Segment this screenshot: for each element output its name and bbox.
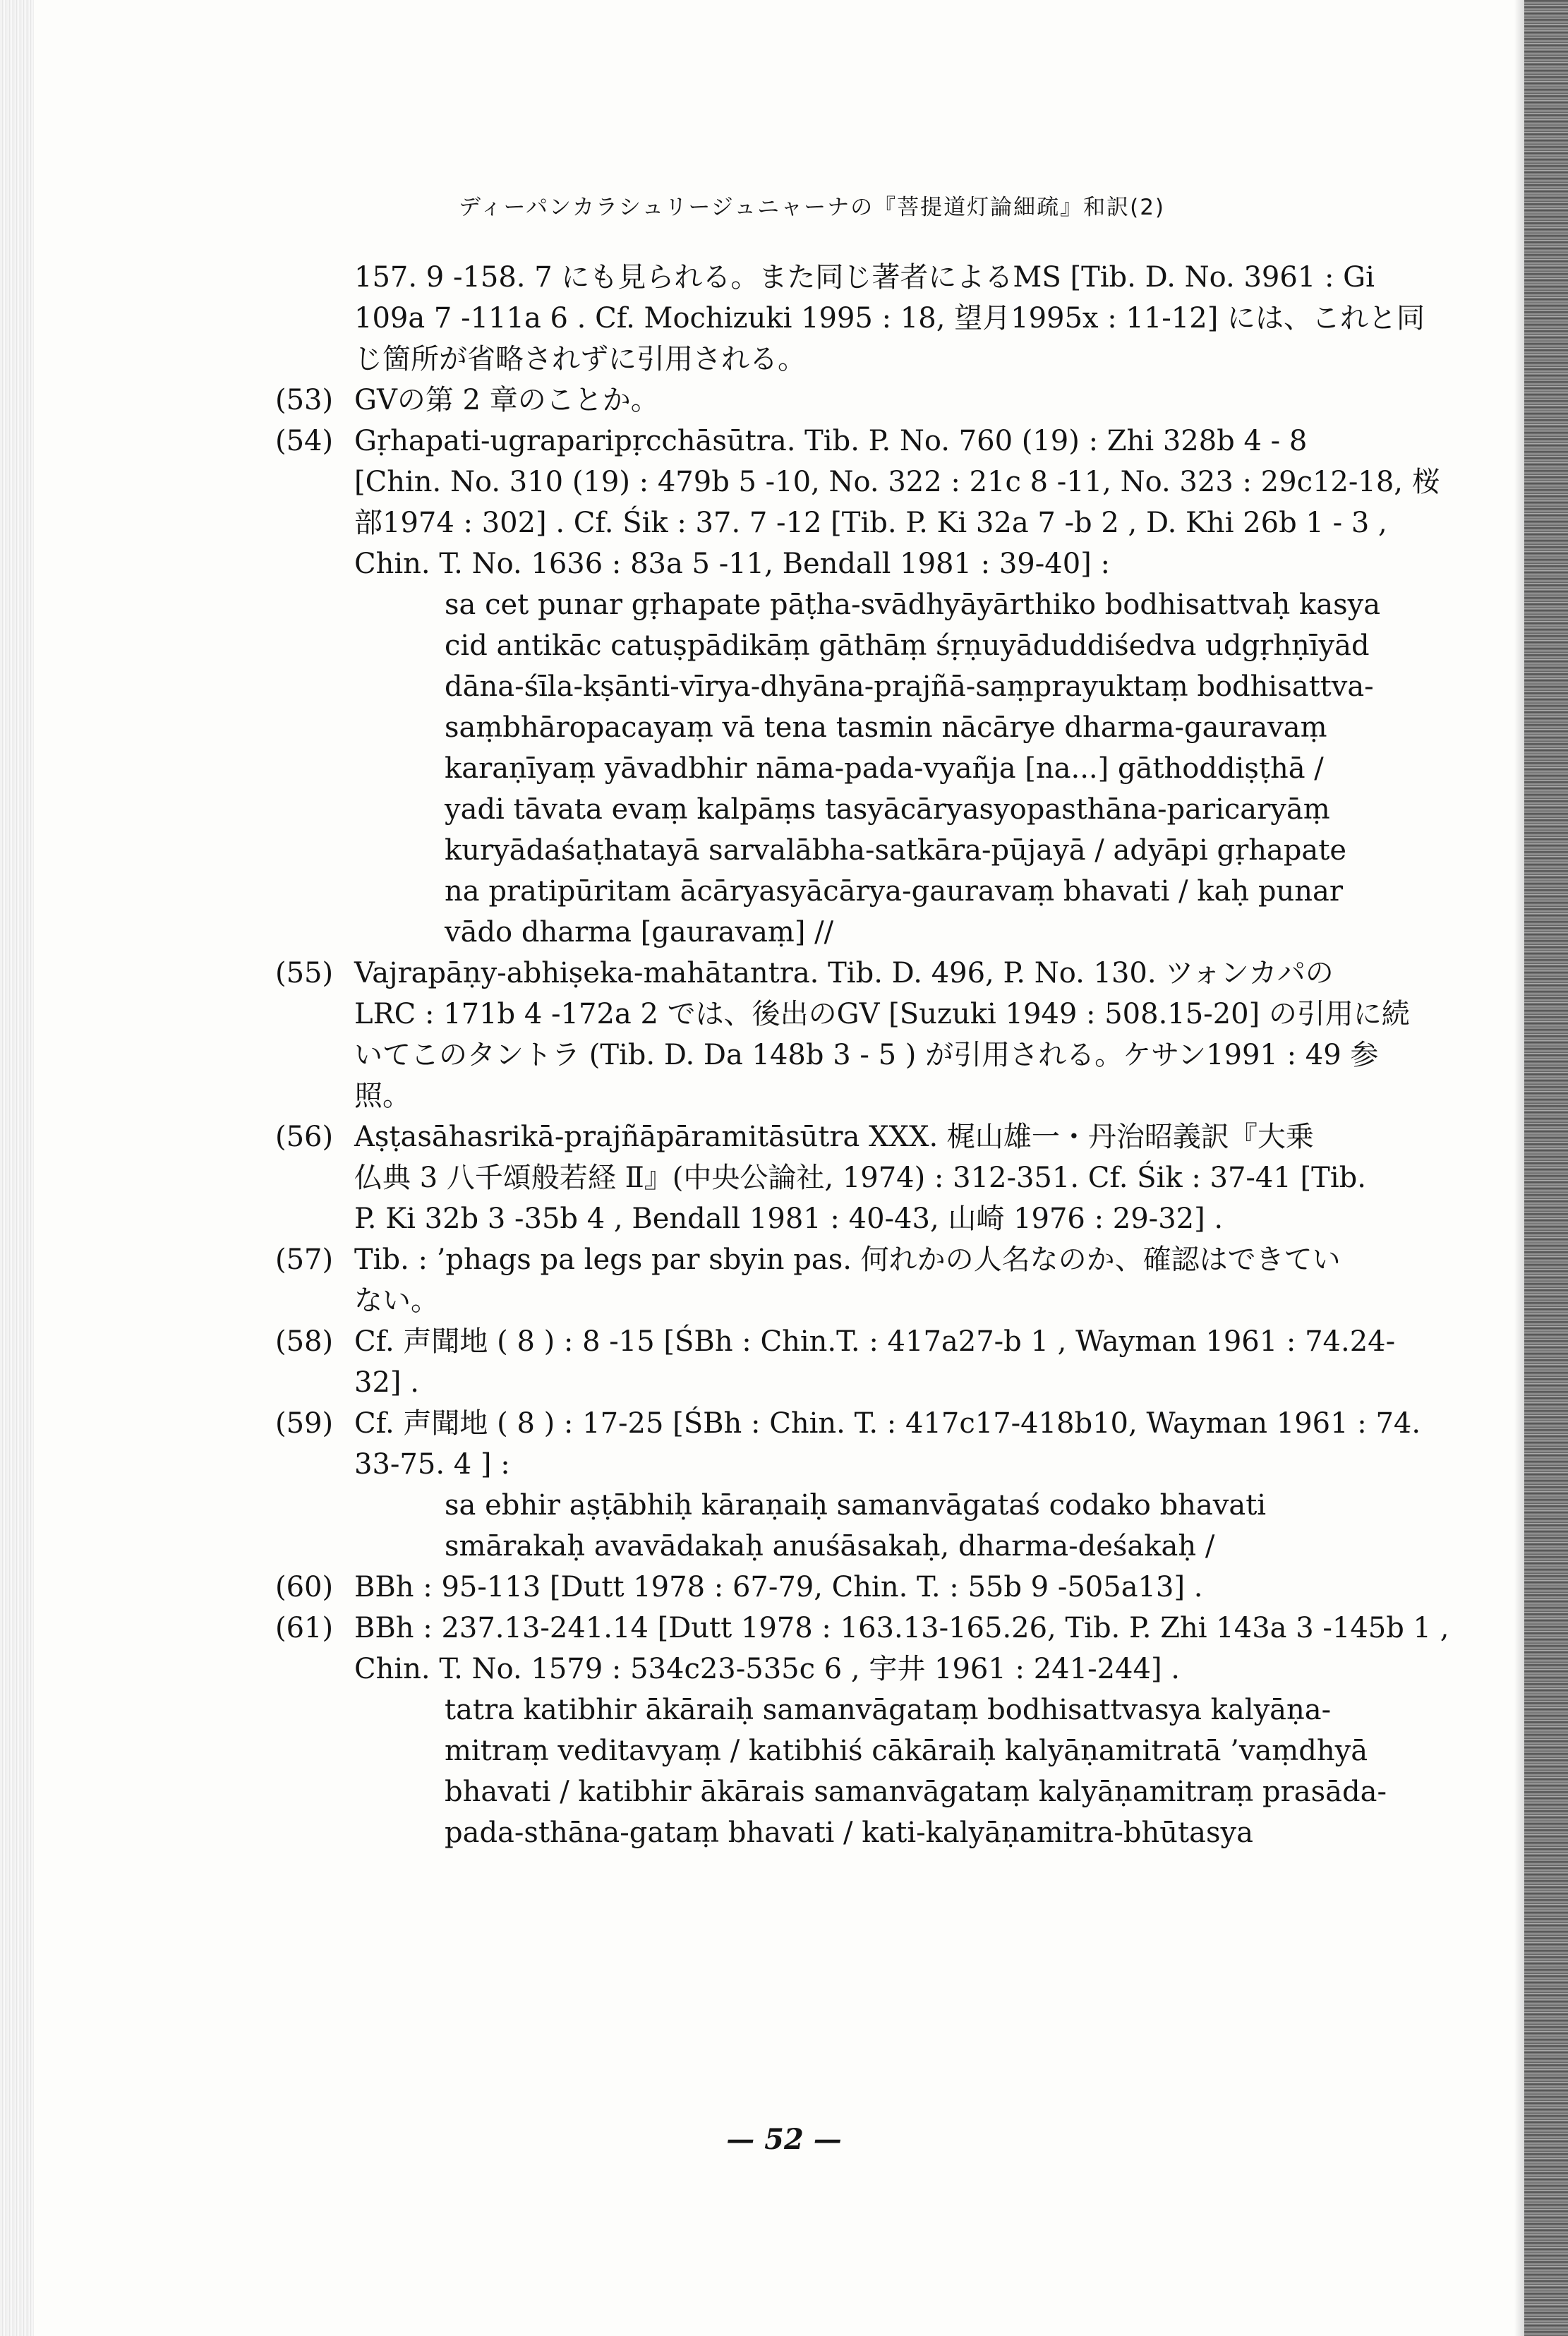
note-number: (56) <box>275 1121 334 1153</box>
text-line: GVの第 2 章のことか。 <box>354 384 659 416</box>
page-number: — 52 — <box>726 2123 842 2156</box>
note-first-line <box>275 380 1489 421</box>
quote-line: na pratipūritam ācāryasyācārya-gauravaṃ bhavati / kaḥ punar <box>445 875 1343 908</box>
quote-line: saṃbhāropacayaṃ vā tena tasmin nācārye dharma-gauravaṃ <box>445 711 1327 744</box>
text-line: BBh : 237.13-241.14 [Dutt 1978 : 163.13-165.26, Tib. P. Zhi 143a 3 -145b 1 , <box>354 1612 1449 1644</box>
text-line: P. Ki 32b 3 -35b 4 , Bendall 1981 : 40-43, 山崎 1976 : 29-32] . <box>354 1203 1224 1235</box>
note-first-line <box>275 1403 1489 1444</box>
note-number: (61) <box>275 1612 334 1644</box>
text-line: ない。 <box>354 1284 439 1317</box>
note-first-line <box>275 1116 1489 1157</box>
text-line: 仏典 3 八千頌般若経 Ⅱ』(中央公論社, 1974) : 312-351. Cf. Śik : 37-41 [Tib. <box>354 1162 1366 1194</box>
quote-line: sa cet punar gṛhapate pāṭha-svādhyāyārthiko bodhisattvaḥ kasya <box>445 589 1381 621</box>
note-number: (54) <box>275 425 334 457</box>
text-line: Vajrapāṇy-abhiṣeka-mahātantra. Tib. D. 496, P. No. 130. ツォンカパの <box>354 957 1334 989</box>
note-number: (57) <box>275 1244 334 1276</box>
footnote-53 <box>275 380 1489 421</box>
scan-left-edge <box>0 0 34 2336</box>
quote-line: tatra katibhir ākāraiḥ samanvāgataṃ bodhisattvasya kalyāṇa- <box>445 1694 1332 1726</box>
footnote-55 <box>275 953 1489 1116</box>
text-line: 部1974 : 302] . Cf. Śik : 37. 7 -12 [Tib. P. Ki 32a 7 -b 2 , D. Khi 26b 1 - 3 , <box>354 507 1387 539</box>
sanskrit-quote <box>275 1690 1489 1853</box>
text-line: 157. 9 -158. 7 にも見られる。また同じ著者によるMS [Tib. D. No. 3961 : Gi <box>354 261 1375 294</box>
note-number: (60) <box>275 1571 334 1603</box>
text-line: BBh : 95-113 [Dutt 1978 : 67-79, Chin. T. : 55b 9 -505a13] . <box>354 1571 1203 1603</box>
note-first-line <box>275 1321 1489 1362</box>
footnote-54 <box>275 421 1489 953</box>
quote-line: cid antikāc catuṣpādikāṃ gāthāṃ śṛṇuyāduddiśedva udgṛhṇīyād <box>445 630 1370 662</box>
scan-right-shadow <box>1514 0 1524 2336</box>
quote-line: karaṇīyaṃ yāvadbhir nāma-pada-vyañja [na...] gāthoddiṣṭhā / <box>445 752 1324 785</box>
text-line: [Chin. No. 310 (19) : 479b 5 -10, No. 322 : 21c 8 -11, No. 323 : 29c12-18, 桜 <box>354 466 1440 498</box>
footnote-58 <box>275 1321 1489 1403</box>
text-line: いてこのタントラ (Tib. D. Da 148b 3 - 5 ) が引用される。ケサン1991 : 49 参 <box>354 1039 1379 1071</box>
note-first-line <box>275 1608 1489 1649</box>
scan-right-edge <box>1524 0 1568 2336</box>
footnote-61 <box>275 1608 1489 1853</box>
note-number: (59) <box>275 1407 334 1440</box>
footnote-57 <box>275 1239 1489 1321</box>
sanskrit-quote <box>275 1485 1489 1567</box>
text-line: じ箇所が省略されずに引用される。 <box>354 343 806 375</box>
sanskrit-quote <box>275 584 1489 953</box>
text-line: 33-75. 4 ] : <box>354 1448 510 1481</box>
note-number: (53) <box>275 384 334 416</box>
quote-line: pada-sthāna-gataṃ bhavati / kati-kalyāṇamitra-bhūtasya <box>445 1817 1253 1849</box>
quote-line: bhavati / katibhir ākārais samanvāgataṃ kalyāṇamitraṃ prasāda- <box>445 1776 1387 1808</box>
quote-line: mitraṃ veditavyaṃ / katibhiś cākāraiḥ kalyāṇamitratā ’vaṃdhyā <box>445 1735 1368 1767</box>
text-line: Chin. T. No. 1579 : 534c23-535c 6 , 宇井 1961 : 241-244] . <box>354 1653 1180 1685</box>
text-line: Aṣṭasāhasrikā-prajñāpāramitāsūtra XXX. 梶山雄一・丹治昭義訳『大乗 <box>354 1121 1314 1153</box>
note-first-line <box>275 1567 1489 1608</box>
text-line: 照。 <box>354 1080 411 1112</box>
text-line: 32] . <box>354 1366 419 1399</box>
text-line: Gṛhapati-ugraparipṛcchāsūtra. Tib. P. No. 760 (19) : Zhi 328b 4 - 8 <box>354 425 1308 457</box>
quote-line: smārakaḥ avavādakaḥ anuśāsakaḥ, dharma-deśakaḥ / <box>445 1530 1215 1563</box>
note-first-line <box>275 421 1489 462</box>
note-number: (55) <box>275 957 334 989</box>
running-head: ディーパンカラシュリージュニャーナの『菩提道灯論細疏』和訳(2) <box>459 195 1166 220</box>
text-line: Tib. : ’phags pa legs par sbyin pas. 何れかの人名なのか、確認はできてい <box>354 1244 1341 1276</box>
text-line: Cf. 声聞地 ( 8 ) : 17-25 [ŚBh : Chin. T. : 417c17-418b10, Wayman 1961 : 74. <box>354 1407 1421 1440</box>
text-line: LRC : 171b 4 -172a 2 では、後出のGV [Suzuki 1949 : 508.15-20] の引用に続 <box>354 998 1410 1030</box>
quote-line: vādo dharma [gauravaṃ] // <box>445 916 834 949</box>
note-number: (58) <box>275 1325 334 1358</box>
text-line: 109a 7 -111a 6 . Cf. Mochizuki 1995 : 18, 望月1995x : 11-12] には、これと同 <box>354 302 1425 335</box>
footnote-60 <box>275 1567 1489 1608</box>
quote-line: yadi tāvata evaṃ kalpāṃs tasyācāryasyopasthāna-paricaryāṃ <box>445 793 1330 826</box>
text-line: Chin. T. No. 1636 : 83a 5 -11, Bendall 1981 : 39-40] : <box>354 548 1110 580</box>
quote-line: sa ebhir aṣṭābhiḥ kāraṇaiḥ samanvāgataś codako bhavati <box>445 1489 1267 1522</box>
text-line: Cf. 声聞地 ( 8 ) : 8 -15 [ŚBh : Chin.T. : 417a27-b 1 , Wayman 1961 : 74.24- <box>354 1325 1396 1358</box>
footnote-59 <box>275 1403 1489 1567</box>
footnote-56 <box>275 1116 1489 1239</box>
note-first-line <box>275 1239 1489 1280</box>
note-continuation <box>275 257 1489 380</box>
note-first-line <box>275 953 1489 994</box>
quote-line: kuryādaśaṭhatayā sarvalābha-satkāra-pūjayā / adyāpi gṛhapate <box>445 834 1347 867</box>
quote-line: dāna-śīla-kṣānti-vīrya-dhyāna-prajñā-saṃprayuktaṃ bodhisattva- <box>445 670 1374 703</box>
footnotes-body <box>275 257 1489 1853</box>
